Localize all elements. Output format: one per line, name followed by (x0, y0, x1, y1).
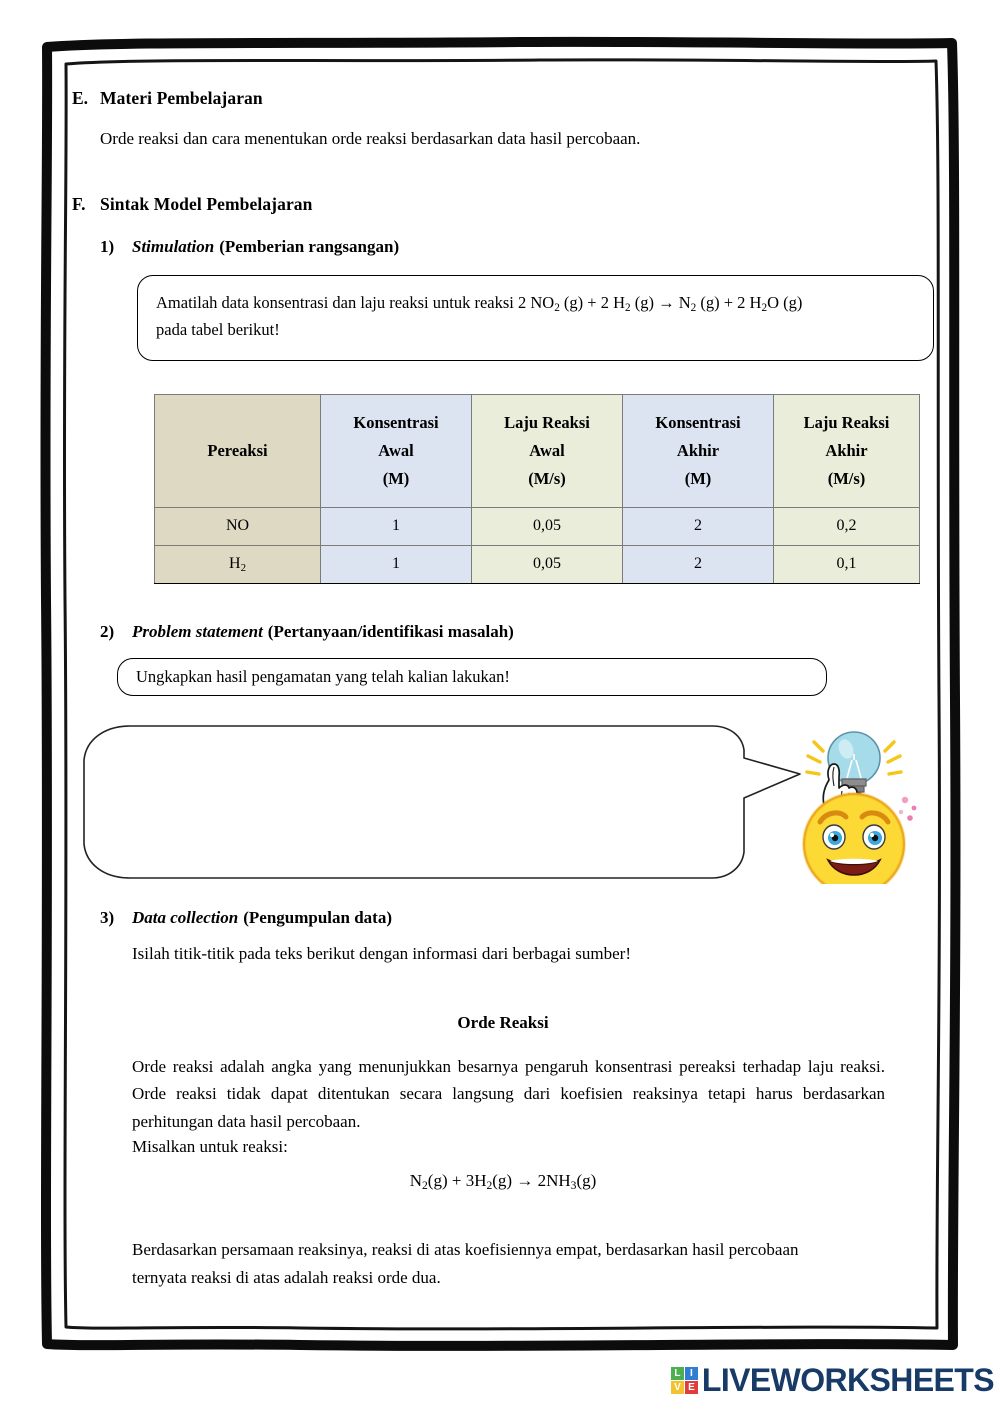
stimulation-callout-box (137, 275, 934, 361)
reagent-subscript: 2 (240, 561, 246, 574)
step-marker: 1) (100, 236, 115, 256)
answer-speech-bubble[interactable] (84, 726, 800, 878)
header-line-2: Awal (529, 441, 565, 461)
section-marker: E. (72, 88, 89, 108)
sparkle-dots-icon (899, 797, 917, 821)
logo-tile-e: E (685, 1381, 698, 1394)
step-heading-data-collection (100, 908, 934, 928)
table-row (155, 507, 920, 545)
materi-body-text: Orde reaksi dan cara menentukan orde reaksi berdasarkan data hasil percobaan. (100, 129, 641, 148)
footer (0, 1360, 1000, 1413)
section-heading-materi (72, 88, 934, 109)
step-title-italic: Data collection (132, 907, 239, 927)
logo-tile-v: V (671, 1381, 684, 1394)
equation-sub-1: 2 (422, 1179, 428, 1193)
cell-reagent (155, 507, 321, 545)
mascot-illustration (804, 732, 916, 884)
table-header-konsentrasi-awal (321, 394, 472, 507)
article-paragraph-2: Misalkan untuk reaksi: (132, 1136, 288, 1156)
reaction-equation (72, 1170, 934, 1194)
cell-conc-initial: 1 (321, 507, 472, 545)
problem-statement-callout-box (117, 658, 827, 696)
step-title-italic: Problem statement (132, 621, 263, 641)
section-title: Materi Pembelajaran (100, 88, 263, 108)
sub-h2o: 2 (761, 302, 768, 315)
step-heading-problem-statement (100, 622, 934, 642)
header-line-1: Konsentrasi (353, 413, 439, 433)
header-label: Pereaksi (207, 440, 268, 460)
article-paragraph-3: Berdasarkan persamaan reaksinya, reaksi di atas koefisiennya empat, berdasarkan hasil percobaan ternyata reaksi di atas adalah reaksi orde dua. (132, 1240, 799, 1287)
step-title-rest: (Pemberian rangsangan) (219, 236, 400, 256)
section-heading-sintak (72, 194, 934, 215)
table-header-konsentrasi-akhir (623, 394, 774, 507)
equation-part-4: (g) (576, 1171, 597, 1191)
cell-rate-initial: 0,05 (472, 507, 623, 545)
header-line-1: Konsentrasi (655, 413, 741, 433)
header-line-3: (M/s) (528, 468, 566, 488)
equation-sub-3: 3 (570, 1179, 577, 1193)
worksheet-content (72, 70, 934, 1335)
equation-part-1: N (409, 1171, 423, 1191)
table-header-row (155, 394, 920, 507)
sub-h2: 2 (625, 302, 631, 315)
header-line-3: (M/s) (827, 468, 866, 488)
step-title-rest: (Pengumpulan data) (243, 907, 393, 927)
table-header-pereaksi (155, 394, 321, 507)
header-line-3: (M) (382, 468, 410, 488)
sub-n2: 2 (690, 302, 697, 315)
step-marker: 3) (100, 907, 115, 927)
cell-rate-final: 0,2 (774, 507, 920, 545)
header-line-1: Laju Reaksi (504, 413, 590, 433)
logo-tile-i: I (685, 1367, 698, 1380)
reaction-data-table (154, 394, 920, 584)
step-title-italic: Stimulation (132, 236, 215, 256)
stimulation-callout-line2: pada tabel berikut! (156, 320, 280, 340)
header-line-2: Akhir (825, 441, 868, 461)
cell-rate-final: 0,1 (774, 545, 920, 583)
sub-no2: 2 (554, 302, 560, 315)
step-heading-stimulation (100, 237, 934, 257)
problem-statement-text: Ungkapkan hasil pengamatan yang telah kalian lakukan! (136, 666, 510, 686)
step-title-rest: (Pertanyaan/identifikasi masalah) (267, 621, 514, 641)
header-line-2: Awal (378, 441, 414, 461)
reagent-label: NO (225, 517, 250, 535)
header-line-1: Laju Reaksi (803, 413, 890, 433)
cell-rate-initial: 0,05 (472, 545, 623, 583)
cell-conc-final: 2 (623, 507, 774, 545)
callout-text-mid1: (g) + 2 H (559, 292, 626, 312)
header-line-3: (M) (684, 468, 712, 488)
section-title: Sintak Model Pembelajaran (100, 193, 313, 214)
stimulation-callout-line1 (156, 290, 915, 317)
logo-wordmark: LIVEWORKSHEETS (701, 1362, 994, 1398)
table-row (155, 545, 920, 583)
article-title: Orde Reaksi (457, 1012, 549, 1032)
table-header-laju-awal (472, 394, 623, 507)
article-paragraph-1: Orde reaksi adalah angka yang menunjukkan besarnya pengaruh konsentrasi pereaksi terhadap laju reaksi. Orde reaksi tidak dapat ditentukan secara langsung dari koefisien reaksinya tetapi harus berdasarkan perhitungan data hasil percobaan. (132, 1056, 885, 1131)
callout-text-before: Amatilah data konsentrasi dan laju reaksi untuk reaksi 2 NO (156, 292, 555, 312)
smiley-face-icon (804, 794, 904, 884)
header-line-2: Akhir (676, 441, 720, 461)
callout-text-mid2: (g) → N (630, 292, 691, 312)
callout-text-mid4: O (g) (767, 292, 803, 312)
reagent-label: H (229, 554, 241, 572)
step-marker: 2) (100, 621, 115, 641)
logo-tiles (671, 1367, 698, 1394)
equation-part-3: (g) → 2NH (492, 1171, 571, 1191)
cell-conc-final: 2 (623, 545, 774, 583)
equation-part-2: (g) + 3H (427, 1171, 487, 1191)
liveworksheets-logo[interactable] (671, 1362, 994, 1399)
logo-tile-l: L (671, 1367, 684, 1380)
section-marker: F. (72, 193, 86, 214)
cell-reagent (155, 545, 321, 583)
callout-text-mid3: (g) + 2 H (696, 292, 762, 312)
table-header-laju-akhir (774, 394, 920, 507)
answer-area (72, 722, 934, 884)
cell-conc-initial: 1 (321, 545, 472, 583)
data-collection-instruction: Isilah titik-titik pada teks berikut dengan informasi dari berbagai sumber! (132, 943, 631, 963)
equation-sub-2: 2 (486, 1179, 493, 1193)
